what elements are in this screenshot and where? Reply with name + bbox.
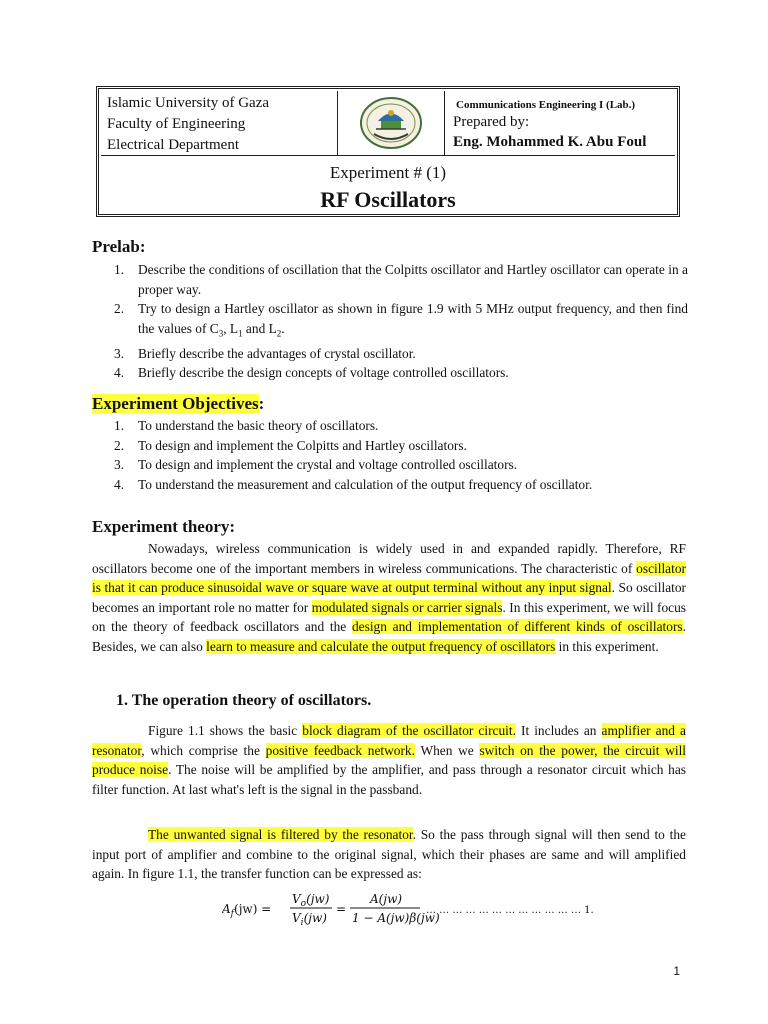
prelab-heading: Prelab:: [92, 237, 146, 256]
paragraph-text: . In this experiment, we will focus on the theory of feedback oscillators and the: [92, 599, 687, 634]
highlighted-text: modulated signals or carrier signals: [311, 599, 503, 615]
header-table: [96, 86, 680, 217]
svg-text:A(jw): A(jw): [370, 892, 403, 906]
logo-cell: [338, 91, 445, 155]
page-number: 1: [673, 964, 680, 978]
course-cell: [445, 91, 675, 155]
section-heading: 1. The operation theory of oscillators.: [116, 692, 372, 709]
list-item: 2. Try to design a Hartley oscillator as shown in figure 1.9 with 5 MHz output frequency, and then find the values of $C_3$, $L_1$ and $L_2$.: [114, 301, 688, 339]
paragraph-text: . So oscillator becomes an important role no matter for: [92, 580, 687, 615]
svg-text:Vi(jw): $V_i(jw)$: [292, 911, 327, 928]
institution-cell: [101, 91, 338, 155]
header-title-row: [101, 157, 675, 212]
list-item: 4. To understand the measurement and calculation of the output frequency of oscillator.: [114, 476, 593, 492]
highlighted-text: amplifier and a resonator: [92, 723, 686, 758]
highlighted-text: learn to measure and calculate the output frequency of oscillators: [206, 638, 556, 654]
formula-graphic: [222, 888, 594, 928]
highlighted-text: oscillator is that it can produce sinusoidal wave or square wave at output terminal without any input signal: [92, 560, 686, 595]
engineer-name: Eng. Mohammed K. Abu Foul: [453, 134, 647, 150]
paragraph-text: . So the pass through signal will then send to the input port of amplifier and combine to the original signal, which their phases are same and will amplified again. In figure 1.1, the transfer function can be expressed as:: [92, 827, 686, 881]
list-item: 1. Describe the conditions of oscillation that the Colpitts oscillator and Hartley oscillator can operate in a proper way.: [114, 262, 688, 297]
paragraph-text: in this experiment.: [555, 638, 659, 654]
section-paragraph-2: [92, 825, 686, 884]
highlighted-text: The unwanted signal is filtered by the resonator: [148, 827, 413, 842]
list-item: 1. To understand the basic theory of oscillators.: [114, 418, 379, 433]
department-name: Electrical Department: [107, 137, 240, 153]
list-item: 3. To design and implement the crystal and voltage controlled oscillators.: [114, 457, 518, 472]
faculty-name: Faculty of Engineering: [107, 116, 246, 132]
section-paragraph-1: [92, 721, 686, 799]
highlighted-text: positive feedback network.: [265, 742, 415, 758]
paragraph-text: When we: [414, 742, 480, 758]
highlighted-text: design and implementation of different kinds of oscillators: [351, 619, 683, 634]
svg-text:=: =: [336, 902, 347, 916]
highlighted-text: block diagram of the oscillator circuit.: [302, 723, 516, 738]
paragraph-text: It includes an: [515, 723, 602, 738]
university-logo-icon: [356, 96, 426, 150]
transfer-function-formula: [222, 888, 594, 928]
paragraph-text: . Besides, we can also: [92, 619, 686, 654]
document-title: RF Oscillators: [320, 187, 456, 212]
university-name: Islamic University of Gaza: [107, 95, 270, 111]
header-top-row: [101, 91, 675, 156]
paragraph-text: Nowadays, wireless communication is widely used in and expanded rapidly. Therefore, RF oscillators become one of the important members in wireless communications. The characteristic of: [92, 541, 686, 576]
course-name: Communications Engineering I (Lab.): [456, 99, 636, 111]
svg-text:Vo(jw): $V_o(jw)$: [292, 892, 330, 909]
paragraph-text: , which comprise the: [141, 742, 266, 758]
list-item: 3. Briefly describe the advantages of crystal oscillator.: [114, 345, 416, 361]
svg-text:1 − A(jw)β(jw): 1 − A(jw)β(jw): [352, 911, 440, 925]
objectives-heading: Experiment Objectives:: [92, 394, 265, 413]
svg-text:… … … … … … … … … … … … 1.1: … … … … … … … … … … … … 1.1: [426, 905, 594, 916]
prelab-list: [92, 260, 688, 383]
experiment-number: Experiment # (1): [329, 163, 447, 182]
paragraph-text: . The noise will be amplified by the amplifier, and pass through a resonator circuit which has filter function. At last what's left is the signal in the passband.: [92, 762, 686, 797]
theory-heading: Experiment theory:: [92, 517, 236, 536]
objectives-list: [92, 416, 688, 494]
list-item: 2. To design and implement the Colpitts and Hartley oscillators.: [114, 437, 467, 453]
list-item: 4. Briefly describe the design concepts of voltage controlled oscillators.: [114, 365, 509, 381]
theory-paragraph: [92, 539, 686, 656]
svg-text:Af(jw) =: $A_f(jw)$ =: [222, 902, 272, 919]
paragraph-text: Figure 1.1 shows the basic: [148, 723, 303, 738]
prepared-by-label: Prepared by:: [453, 114, 530, 130]
highlighted-text: switch on the power, the circuit will produce noise: [92, 742, 687, 777]
